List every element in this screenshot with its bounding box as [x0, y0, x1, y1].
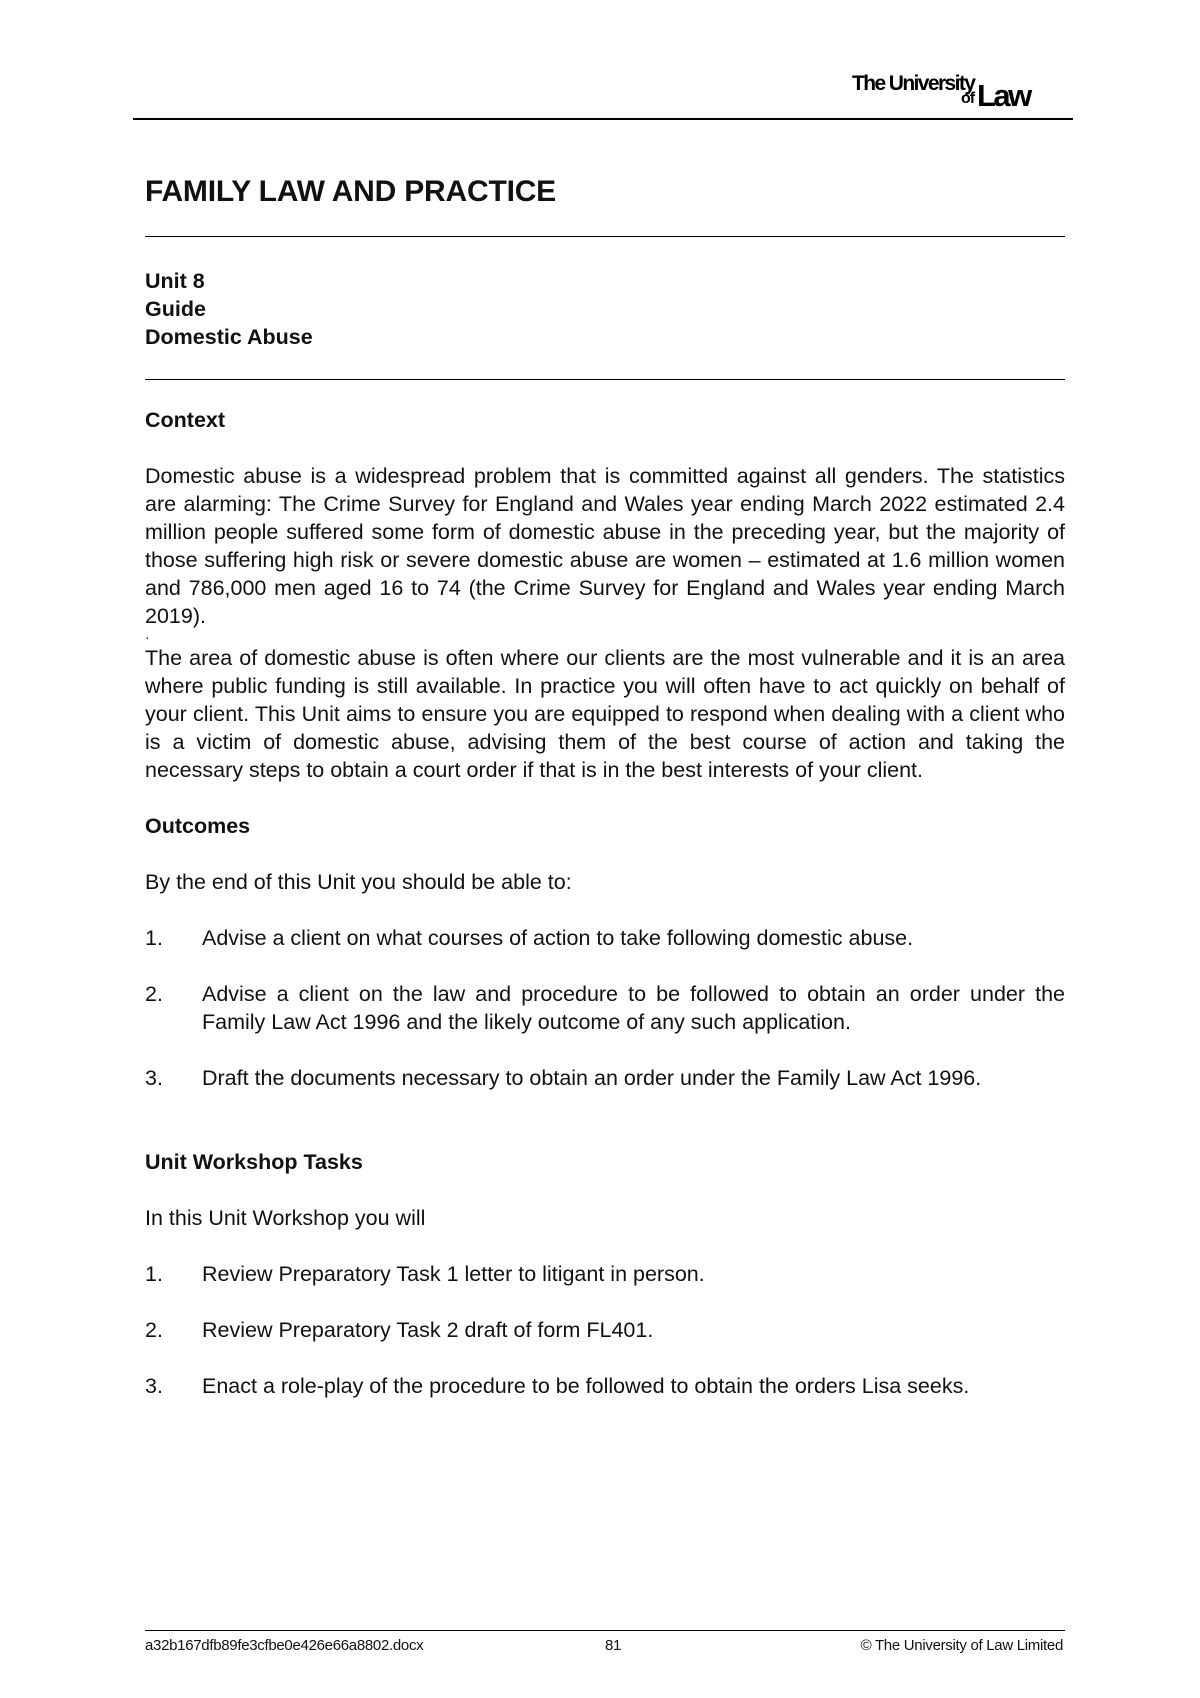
page-footer — [145, 1636, 1065, 1656]
footer-copyright: © The University of Law Limited — [860, 1637, 1063, 1654]
outcomes-list — [145, 924, 1065, 1092]
unit-number: Unit 8 — [145, 269, 205, 293]
list-item-number: 2. — [145, 982, 163, 1006]
unit-info — [145, 267, 1065, 351]
outcomes-intro: By the end of this Unit you should be able to: — [145, 870, 572, 894]
workshop-list — [145, 1260, 1065, 1400]
workshop-heading: Unit Workshop Tasks — [145, 1150, 363, 1174]
list-item — [145, 1064, 1065, 1092]
header-divider — [133, 118, 1073, 120]
workshop-intro: In this Unit Workshop you will — [145, 1206, 426, 1230]
list-item-number: 3. — [145, 1066, 163, 1090]
logo-text-of: of — [961, 90, 975, 107]
footer-filename: a32b167dfb89fe3cfbe0e426e66a8802.docx — [145, 1637, 424, 1654]
list-item-number: 1. — [145, 926, 163, 950]
list-item-number: 1. — [145, 1262, 163, 1286]
logo-text-law: Law — [977, 78, 1030, 113]
document-body — [145, 168, 1065, 1400]
title-divider — [145, 236, 1065, 237]
outcomes-heading: Outcomes — [145, 814, 251, 838]
footer-page-number: 81 — [605, 1637, 622, 1654]
context-paragraph-1: Domestic abuse is a widespread problem that is committed against all genders. The statistics are alarming: The Crime Survey for England and Wales year ending March 2022 estimated 2.4 million people suffered some form of domestic abuse in the preceding year, but the majority of those suffering high risk or severe domestic abuse are women – estimated at 1.6 million women and 786,000 men aged 16 to 74 (the Crime Survey for England and Wales year ending March 2019). — [145, 464, 1065, 628]
list-item-text: Draft the documents necessary to obtain an order under the Family Law Act 1996. — [202, 1066, 982, 1090]
unit-topic: Domestic Abuse — [145, 325, 313, 349]
context-paragraph-2: The area of domestic abuse is often where our clients are the most vulnerable and it is an area where public funding is still available. In practice you will often have to act quickly on behalf of your client. This Unit aims to ensure you are equipped to respond when dealing with a client who is a victim of domestic abuse, advising them of the best course of action and taking the necessary steps to obtain a court order if that is in the best interests of your client. — [145, 646, 1065, 782]
list-item — [145, 1260, 1065, 1288]
course-title: FAMILY LAW AND PRACTICE — [145, 175, 556, 208]
list-item-text: Advise a client on the law and procedure to be followed to obtain an order under the Family Law Act 1996 and the likely outcome of any such application. — [202, 982, 1065, 1034]
list-item-number: 3. — [145, 1374, 163, 1398]
list-item-number: 2. — [145, 1318, 163, 1342]
unit-type: Guide — [145, 297, 206, 321]
stray-mark: · — [145, 629, 150, 645]
list-item — [145, 980, 1065, 1036]
list-item — [145, 1316, 1065, 1344]
university-logo — [852, 68, 1062, 112]
list-item — [145, 1372, 1065, 1400]
list-item-text: Review Preparatory Task 2 draft of form FL401. — [202, 1318, 654, 1342]
logo-text-the-university: The University — [852, 72, 975, 95]
footer-divider — [145, 1630, 1065, 1631]
list-item-text: Enact a role-play of the procedure to be followed to obtain the orders Lisa seeks. — [202, 1374, 970, 1398]
list-item — [145, 924, 1065, 952]
context-heading: Context — [145, 408, 226, 432]
list-item-text: Review Preparatory Task 1 letter to litigant in person. — [202, 1262, 705, 1286]
unit-divider — [145, 379, 1065, 380]
list-item-text: Advise a client on what courses of action to take following domestic abuse. — [202, 926, 914, 950]
